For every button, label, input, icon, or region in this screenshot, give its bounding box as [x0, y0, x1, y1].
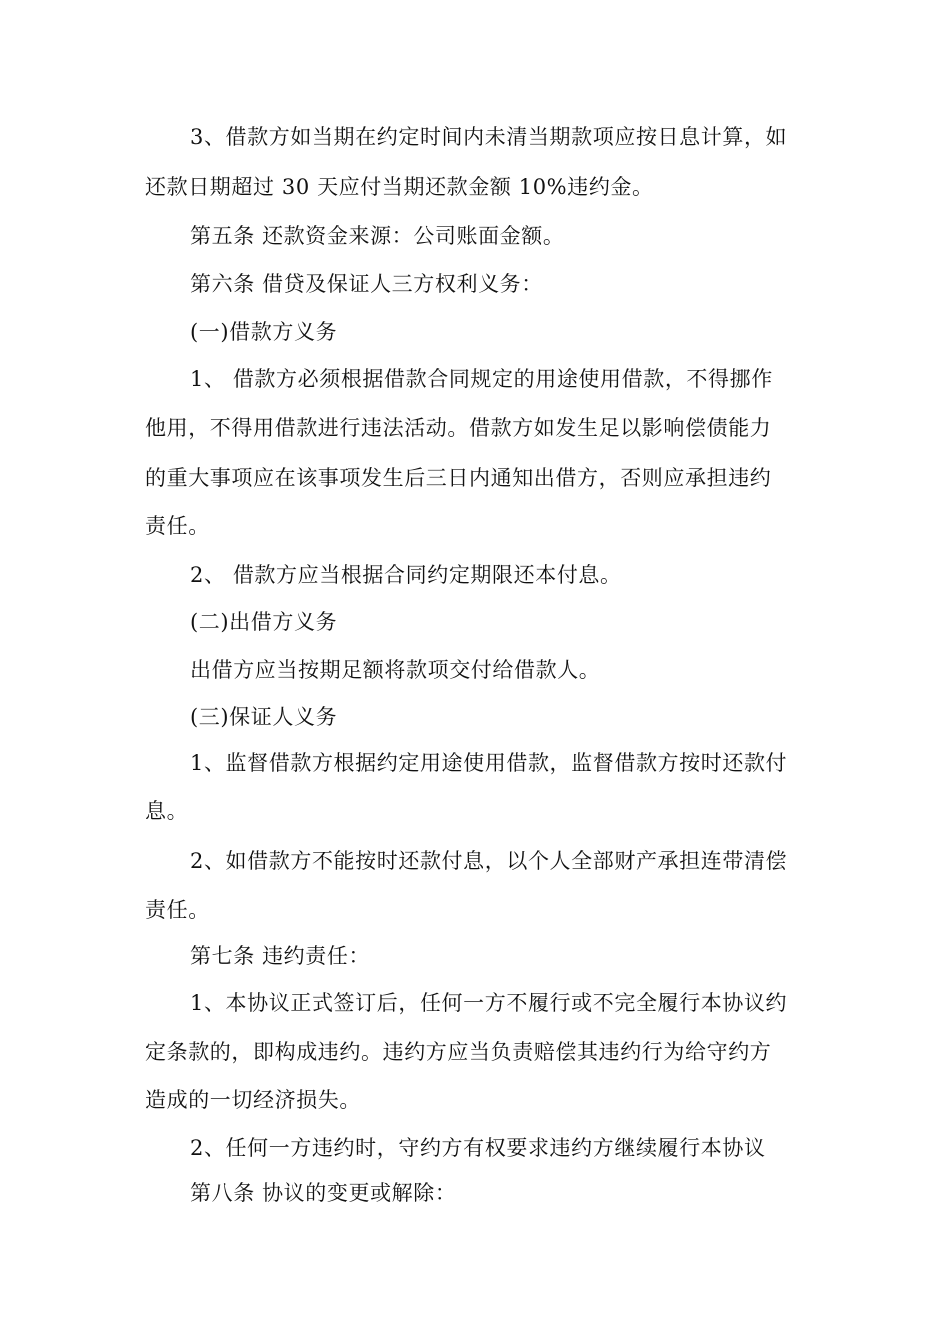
article-7-heading: 第七条 违约责任：: [190, 944, 371, 968]
breach-1-line-3: 造成的一切经济损失。: [145, 1088, 361, 1112]
borrower-duty-2: 2、 借款方应当根据合同约定期限还本付息。: [190, 563, 622, 587]
guarantor-duty-1-line-1: 1、监督借款方根据约定用途使用借款，监督借款方按时还款付: [190, 751, 788, 775]
guarantor-duties-heading: (三)保证人义务: [190, 705, 338, 729]
guarantor-duty-2-line-2: 责任。: [145, 898, 210, 922]
borrower-duty-1-line-2: 他用，不得用借款进行违法活动。借款方如发生足以影响偿债能力: [145, 416, 772, 440]
guarantor-duty-1-line-2: 息。: [145, 799, 189, 823]
breach-1-line-1: 1、本协议正式签订后，任何一方不履行或不完全履行本协议约: [190, 991, 788, 1015]
borrower-duty-1-line-4: 责任。: [145, 514, 210, 538]
article-8-heading: 第八条 协议的变更或解除：: [190, 1181, 457, 1205]
guarantor-duty-2-line-1: 2、如借款方不能按时还款付息，以个人全部财产承担连带清偿: [190, 849, 788, 873]
article-6-heading: 第六条 借贷及保证人三方权利义务：: [190, 272, 543, 296]
breach-1-line-2: 定条款的，即构成违约。违约方应当负责赔偿其违约行为给守约方: [145, 1040, 772, 1064]
borrower-duty-1-line-1: 1、 借款方必须根据借款合同规定的用途使用借款，不得挪作: [190, 367, 773, 391]
lender-duty: 出借方应当按期足额将款项交付给借款人。: [190, 658, 601, 682]
clause-3-line-2: 还款日期超过 30 天应付当期还款金额 10%违约金。: [145, 175, 654, 199]
lender-duties-heading: (二)出借方义务: [190, 610, 338, 634]
borrower-duties-heading: (一)借款方义务: [190, 320, 338, 344]
breach-2: 2、任何一方违约时，守约方有权要求违约方继续履行本协议: [190, 1136, 766, 1160]
article-5-heading: 第五条 还款资金来源：公司账面金额。: [190, 224, 565, 248]
borrower-duty-1-line-3: 的重大事项应在该事项发生后三日内通知出借方，否则应承担违约: [145, 466, 772, 490]
clause-3-line-1: 3、借款方如当期在约定时间内未清当期款项应按日息计算，如: [190, 125, 788, 149]
